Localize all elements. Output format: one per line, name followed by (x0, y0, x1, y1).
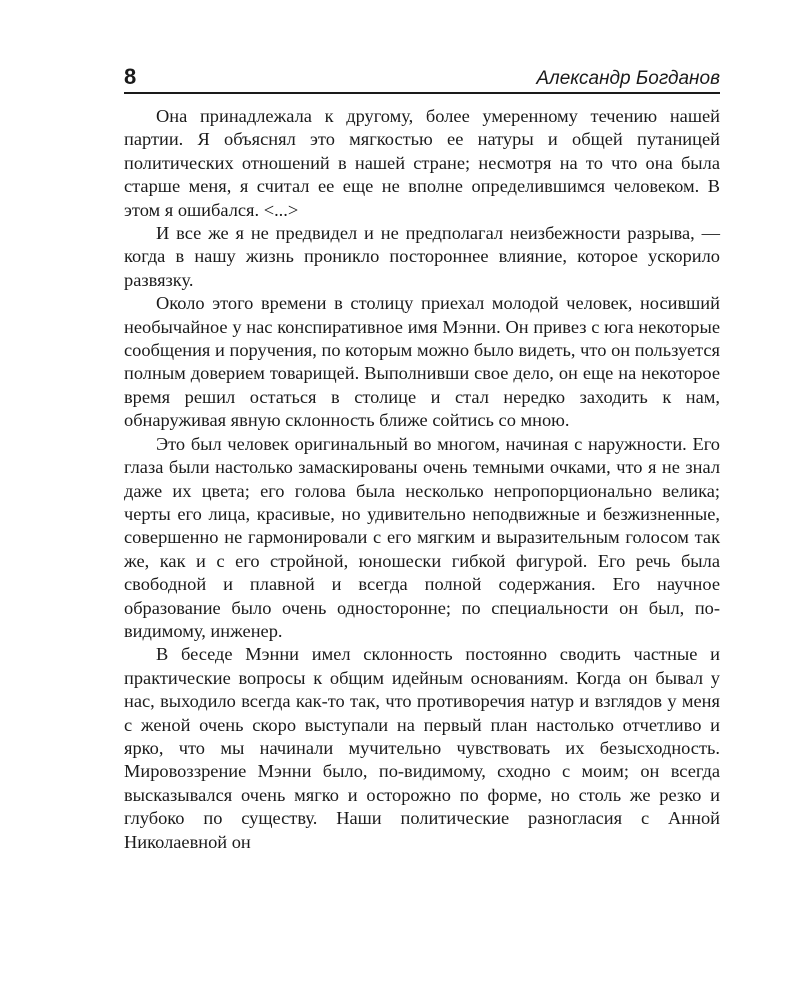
paragraph: Она принадлежала к другому, более умеренному течению нашей партии. Я объяснял это мягкостью ее натуры и общей путаницей политических отношений в нашей стране; несмотря на то что она была старше меня, я считал ее еще не вполне определившимся человеком. В этом я ошибался. <...> (124, 106, 720, 220)
running-title-author: Александр Богданов (536, 68, 720, 89)
running-header (124, 62, 720, 94)
paragraph: И все же я не предвидел и не предполагал неизбежности разрыва, — когда в нашу жизнь проникло постороннее влияние, которое ускорило развязку. (124, 223, 720, 290)
page-number: 8 (124, 64, 137, 89)
paragraph: В беседе Мэнни имел склонность постоянно сводить частные и практические вопросы к общим идейным основаниям. Когда он бывал у нас, выходило всегда как-то так, что противоречия натур и взглядов у меня с женой очень скоро выступали на первый план настолько отчетливо и ярко, что мы начинали мучительно чувствовать их безысходность. Мировоззрение Мэнни было, по-видимому, сходно с моим; он всегда высказывался очень мягко и осторожно по форме, но столь же резко и глубоко по существу. Наши политические разногласия с Анной Николаевной он (124, 644, 720, 852)
paragraph: Это был человек оригинальный во многом, начиная с наружности. Его глаза были настолько замаскированы очень темными очками, что я не знал даже их цвета; его голова была несколько непропорционально велика; черты его лица, красивые, но удивительно неподвижные и безжизненные, совершенно не гармонировали с его мягким и выразительным голосом так же, как и с его стройной, юношески гибкой фигурой. Его речь была свободной и плавной и всегда полной содержания. Его научное образование было очень односторонне; по специальности он был, по-видимому, инженер. (124, 433, 720, 641)
body-text (124, 105, 720, 854)
book-page (124, 62, 720, 854)
paragraph: Около этого времени в столицу приехал молодой человек, носивший необычайное у нас конспиративное имя Мэнни. Он привез с юга некоторые сообщения и поручения, по которым можно было видеть, что он пользуется полным доверием товарищей. Выполнивши свое дело, он еще на некоторое время решил остаться в столице и стал нередко заходить к нам, обнаруживая явную склонность ближе сойтись со мною. (124, 293, 720, 431)
